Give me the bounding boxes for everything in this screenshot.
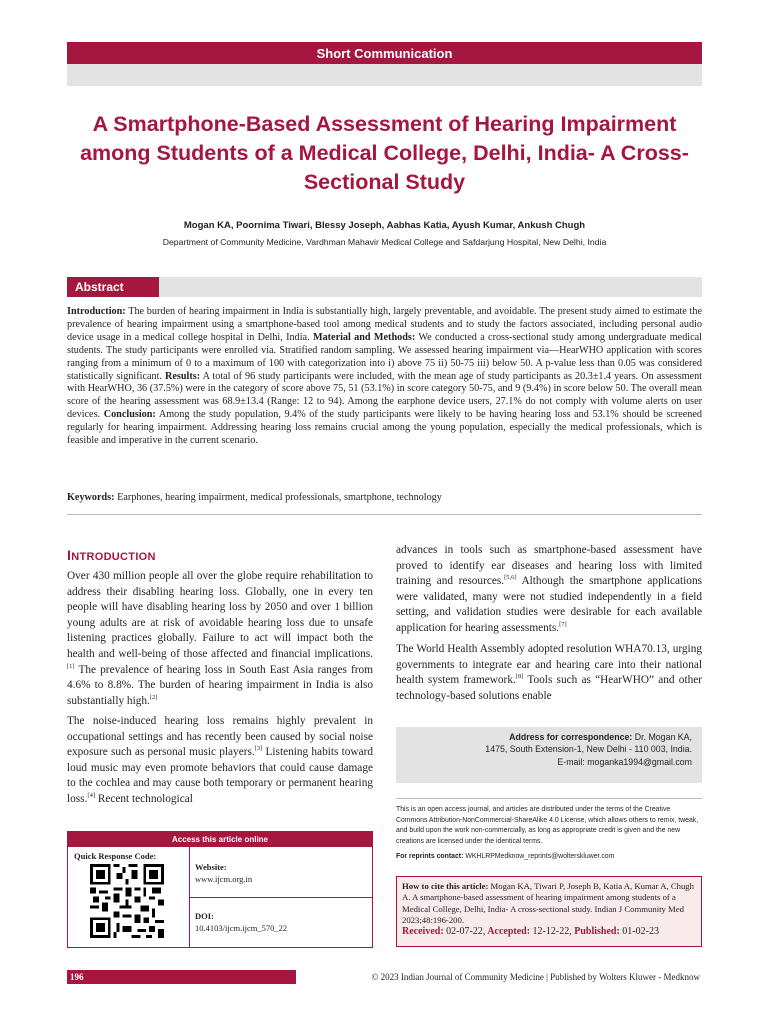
citation-ref-8[interactable]: [8] [515, 673, 524, 681]
doi-label: DOI: [195, 911, 214, 921]
received-date: 02-07-22, [446, 926, 486, 938]
section-label: Short Communication [316, 45, 453, 61]
keywords [67, 492, 702, 503]
abstract-heading: Abstract [67, 277, 159, 297]
open-access-note: This is an open access journal, and articles are distributed under the terms of the Creative Commons Attribution-NonCommercial-ShareAlike 4.0 License, which allows others to remix, tweak, and build upon the work non-commercially, as long as appropriate credit is given and the new creations are licensed under the identical terms. [396, 798, 702, 847]
access-divider-horizontal [189, 897, 372, 898]
citation-ref-5-6[interactable]: [5,6] [504, 574, 517, 582]
intro-paragraph-3 [396, 543, 702, 637]
abstract-divider [67, 514, 702, 515]
reprints-label: For reprints contact: [396, 853, 464, 860]
doi-link[interactable]: 10.4103/ijcm.ijcm_570_22 [195, 923, 288, 933]
citation-dates [402, 926, 696, 937]
published-label: Published: [574, 926, 620, 938]
abstract-heading-band [67, 277, 702, 297]
introduction-heading [67, 547, 156, 563]
citation-ref-1[interactable]: [1] [67, 662, 75, 670]
correspondence-name: Dr. Mogan KA, [634, 732, 692, 742]
correspondence-line-1 [396, 731, 692, 743]
keywords-label: Keywords: [67, 492, 115, 503]
intro-p1-text-a: Over 430 million people all over the globe require rehabilitation to address their disabling hearing loss. Globally, one in every ten people will have disabling hearing loss by 2050 and over 1 billion young adults are at risk of avoidable hearing loss due to unsafe listening practices globally. Failure to act will impact both the health and well-being of those affected and financial implications. [67, 570, 373, 660]
intro-p4-text-b: Tools such as “HearWHO” and other technology-based solutions enable [396, 674, 703, 702]
reprints-contact [396, 853, 702, 860]
citation-box [396, 876, 702, 947]
intro-paragraph-2 [67, 714, 373, 808]
reprints-email[interactable]: WKHLRPMedknow_reprints@wolterskluwer.com [465, 853, 615, 860]
abstract-results-label: Results: [165, 370, 201, 382]
citation-label: How to cite this article: [402, 881, 489, 891]
correspondence-box [396, 727, 702, 783]
abstract-results-text: A total of 96 study participants were included, with the mean age of study participants as 20.3±1.4 years. On assessment with HearWHO, 36 (37.5%) were in the category of score above 75, 51 (53.1%) in score category 50-75, and 9 (9.4%) in score below 50. The overall mean score of the hearing assessment was 68.9±13.4 (Range: 12 to 94). Among the earphone device users, 27.1% do not comply with volume alerts on user devices. [67, 370, 703, 421]
qr-code-icon[interactable] [90, 864, 164, 938]
accepted-date: 12-12-22, [532, 926, 572, 938]
abstract-intro-label: Introduction: [67, 306, 126, 317]
published-date: 01-02-23 [622, 926, 659, 938]
website-link[interactable]: www.ijcm.org.in [195, 874, 253, 884]
correspondence-email[interactable]: E-mail: moganka1994@gmail.com [557, 756, 692, 767]
intro-p2-text-c: Recent technological [95, 792, 193, 805]
introduction-heading-rest: NTRODUCTION [71, 551, 156, 563]
author-list: Mogan KA, Poornima Tiwari, Blessy Joseph, Aabhas Katia, Ayush Kumar, Ankush Chugh [183, 220, 586, 231]
keywords-text: Earphones, hearing impairment, medical professionals, smartphone, technology [117, 492, 442, 503]
introduction-heading-initial: I [67, 547, 72, 563]
correspondence-label: Address for correspondence: [509, 732, 633, 742]
page-number: 196 [70, 972, 84, 982]
received-label: Received: [402, 926, 444, 938]
intro-p2-text-b: Listening habits toward loud music may even promote behaviors that could cause damage to the cochlea and may cause both temporary or permanent hearing loss. [67, 746, 373, 805]
citation-ref-4[interactable]: [4] [87, 792, 95, 800]
accepted-label: Accepted: [487, 926, 531, 938]
abstract-body [67, 306, 702, 448]
abstract-methods-text: We conducted a cross-sectional study among undergraduate medical students. The study participants were enrolled via. Stratified random sampling. We assessed hearing impairment via—HearWHO application with scores ranging from a minimum of 0 to a maximum of 100 with categorization into i) above 75 ii) 50-75 iii) below 50. A p-value less than 0.05 was considered statistically significant. [67, 331, 702, 382]
access-online-heading: Access this article online [68, 832, 372, 847]
abstract-methods-label: Material and Methods: [312, 331, 416, 343]
abstract-conclusion-label: Conclusion: [103, 409, 156, 421]
footer-copyright: © 2023 Indian Journal of Community Medicine | Published by Wolters Kluwer - Medknow [296, 970, 702, 984]
intro-paragraph-4 [396, 642, 702, 704]
intro-paragraph-1 [67, 569, 373, 709]
abstract-conclusion-text: Among the study population, 9.4% of the study participants were likely to be having hearing loss and 53.1% should be screened regularly for hearing impairment. Addressing hearing loss remains crucial among the young population, especially the medical professionals, which is feasible and imperative in the current scenario. [67, 409, 703, 447]
intro-p3-text-a: advances in tools such as smartphone-based assessment have proved to identify ear diseases and hearing loss with limited training and resources. [396, 544, 702, 588]
correspondence-address: 1475, South Extension-1, New Delhi - 110 003, India. [485, 744, 692, 755]
intro-p2-text-a: The noise-induced hearing loss remains highly prevalent in occupational settings and has recently been caused by social noise exposure such as personal music players. [67, 715, 373, 759]
abstract-intro-text: The burden of hearing impairment in India is substantially high, largely preventable, and avoidable. The present study aimed to estimate the prevalence of hearing impairment using a smartphone-based tool among medical students and to study the factors associated, including personal audio device usage in a medical college hospital in Delhi, India. [67, 306, 702, 343]
intro-p4-text-a: The World Health Assembly adopted resolution WHA70.13, urging governments to integrate ear and hearing care into their national health system framework. [396, 643, 702, 687]
header-band [67, 64, 702, 86]
citation-ref-2[interactable]: [2] [149, 693, 158, 701]
affiliation: Department of Community Medicine, Vardhman Mahavir Medical College and Safdarjung Hospital, New Delhi, India [162, 237, 607, 247]
citation-text: Mogan KA, Tiwari P, Joseph B, Katia A, Kumar A, Chugh A. A smartphone-based assessment of hearing impairment among students of a Medical College, Delhi, India- A cross-sectional study. Indian J Community Med 2023;48:196-200. [402, 881, 694, 925]
qr-label: Quick Response Code: [74, 851, 157, 861]
citation-ref-3[interactable]: [3] [254, 745, 263, 753]
article-title: A Smartphone-Based Assessment of Hearing Impairment among Students of a Medical College, Delhi, India- A Cross-Sectional Study [80, 112, 689, 194]
website-label: Website: [195, 862, 227, 872]
section-label-bar [67, 42, 702, 64]
citation-ref-7[interactable]: [7] [559, 621, 567, 629]
intro-p1-text-b: The prevalence of hearing loss in South East Asia ranges from 4.6% to 8.8%. The burden of hearing impairment in India is also substantially high. [67, 663, 373, 707]
intro-p3-text-b: Although the smartphone applications were validated, many were not studied independently in a field setting, and validation studies were desirable for each available application for hearing assessments. [396, 575, 702, 634]
